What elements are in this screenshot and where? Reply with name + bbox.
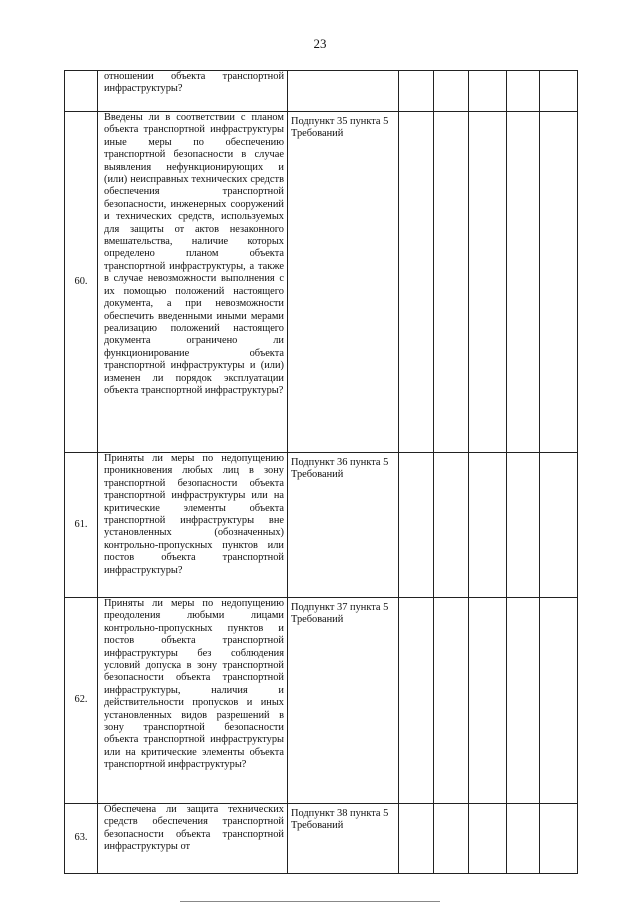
answer-cell-4[interactable] <box>507 71 540 112</box>
answer-cell-not-applicable[interactable] <box>469 598 507 804</box>
answer-cell-4[interactable] <box>507 804 540 874</box>
requirement-text <box>98 804 288 874</box>
requirement-text <box>98 453 288 598</box>
answer-cell-no[interactable] <box>434 598 469 804</box>
answer-cell-not-applicable[interactable] <box>469 112 507 453</box>
requirement-text <box>98 598 288 804</box>
answer-cell-no[interactable] <box>434 71 469 112</box>
row-number <box>65 71 98 112</box>
table-row <box>65 453 578 598</box>
answer-cell-yes[interactable] <box>399 453 434 598</box>
requirement-text-content: Введены ли в соответствии с планом объекта транспортной инфраструктуры иные меры по обеспечению транспортной безопасности в случае выявления нефункционирующих и (или) неисправных технических средств обеспечения транспортной безопасности, инженерных сооружений и технических средств, используемых для защиты от актов незаконного вмешательства, наличие которых определено планом объекта транспортной инфраструктуры, а также в случае невозможности выполнения с их помощью положений настоящего документа, а при невозможности обеспечить введенными иными мерами реализацию положений настоящего документа ограничено ли функционирование объекта транспортной инфраструктуры и (или) изменен ли порядок эксплуатации объекта транспортной инфраструктуры? <box>104 112 284 396</box>
page-number: 23 <box>313 36 327 51</box>
page-bottom-divider <box>180 901 440 902</box>
requirement-text-content: Обеспечена ли защита технических средств обеспечения транспортной безопасности объекта транспортной инфраструктуры от <box>104 804 284 853</box>
table-row <box>65 71 578 112</box>
legal-reference: Подпункт 36 пункта 5 Требований <box>288 453 399 598</box>
answer-cell-note[interactable] <box>540 453 578 598</box>
answer-cell-note[interactable] <box>540 804 578 874</box>
requirement-text <box>98 112 288 453</box>
answer-cell-yes[interactable] <box>399 804 434 874</box>
legal-reference: Подпункт 35 пункта 5 Требований <box>288 112 399 453</box>
answer-cell-not-applicable[interactable] <box>469 804 507 874</box>
answer-cell-note[interactable] <box>540 71 578 112</box>
row-number: 62. <box>65 598 98 804</box>
answer-cell-no[interactable] <box>434 112 469 453</box>
requirement-text-content: Приняты ли меры по недопущению проникновения любых лиц в зону транспортной безопасности объекта транспортной инфраструктуры или на критические элементы объекта транспортной инфраструктуры вне установленных (обозначенных) контрольно-пропускных пунктов или постов объекта транспортной инфраструктуры? <box>104 453 284 576</box>
legal-reference: Подпункт 37 пункта 5 Требований <box>288 598 399 804</box>
answer-cell-not-applicable[interactable] <box>469 71 507 112</box>
answer-cell-yes[interactable] <box>399 112 434 453</box>
table-row <box>65 112 578 453</box>
legal-reference <box>288 71 399 112</box>
answer-cell-4[interactable] <box>507 598 540 804</box>
answer-cell-note[interactable] <box>540 112 578 453</box>
row-number: 60. <box>65 112 98 453</box>
answer-cell-no[interactable] <box>434 804 469 874</box>
answer-cell-4[interactable] <box>507 112 540 453</box>
row-number: 61. <box>65 453 98 598</box>
legal-reference: Подпункт 38 пункта 5 Требований <box>288 804 399 874</box>
requirement-text <box>98 71 288 112</box>
answer-cell-no[interactable] <box>434 453 469 598</box>
answer-cell-yes[interactable] <box>399 598 434 804</box>
checklist-table <box>64 70 578 874</box>
requirement-text-content: отношении объекта транспортной инфраструктуры? <box>104 71 284 95</box>
table-row <box>65 804 578 874</box>
row-number: 63. <box>65 804 98 874</box>
table-row <box>65 598 578 804</box>
answer-cell-not-applicable[interactable] <box>469 453 507 598</box>
answer-cell-yes[interactable] <box>399 71 434 112</box>
answer-cell-note[interactable] <box>540 598 578 804</box>
answer-cell-4[interactable] <box>507 453 540 598</box>
requirement-text-content: Приняты ли меры по недопущению преодоления любыми лицами контрольно-пропускных пунктов и постов объекта транспортной инфраструктуры без соблюдения условий допуска в зону транспортной безопасности объекта транспортной инфраструктуры, наличия и действительности пропусков и иных установленных видов разрешений в зону транспортной безопасности объекта транспортной инфраструктуры или на критические элементы объекта транспортной инфраструктуры? <box>104 598 284 771</box>
